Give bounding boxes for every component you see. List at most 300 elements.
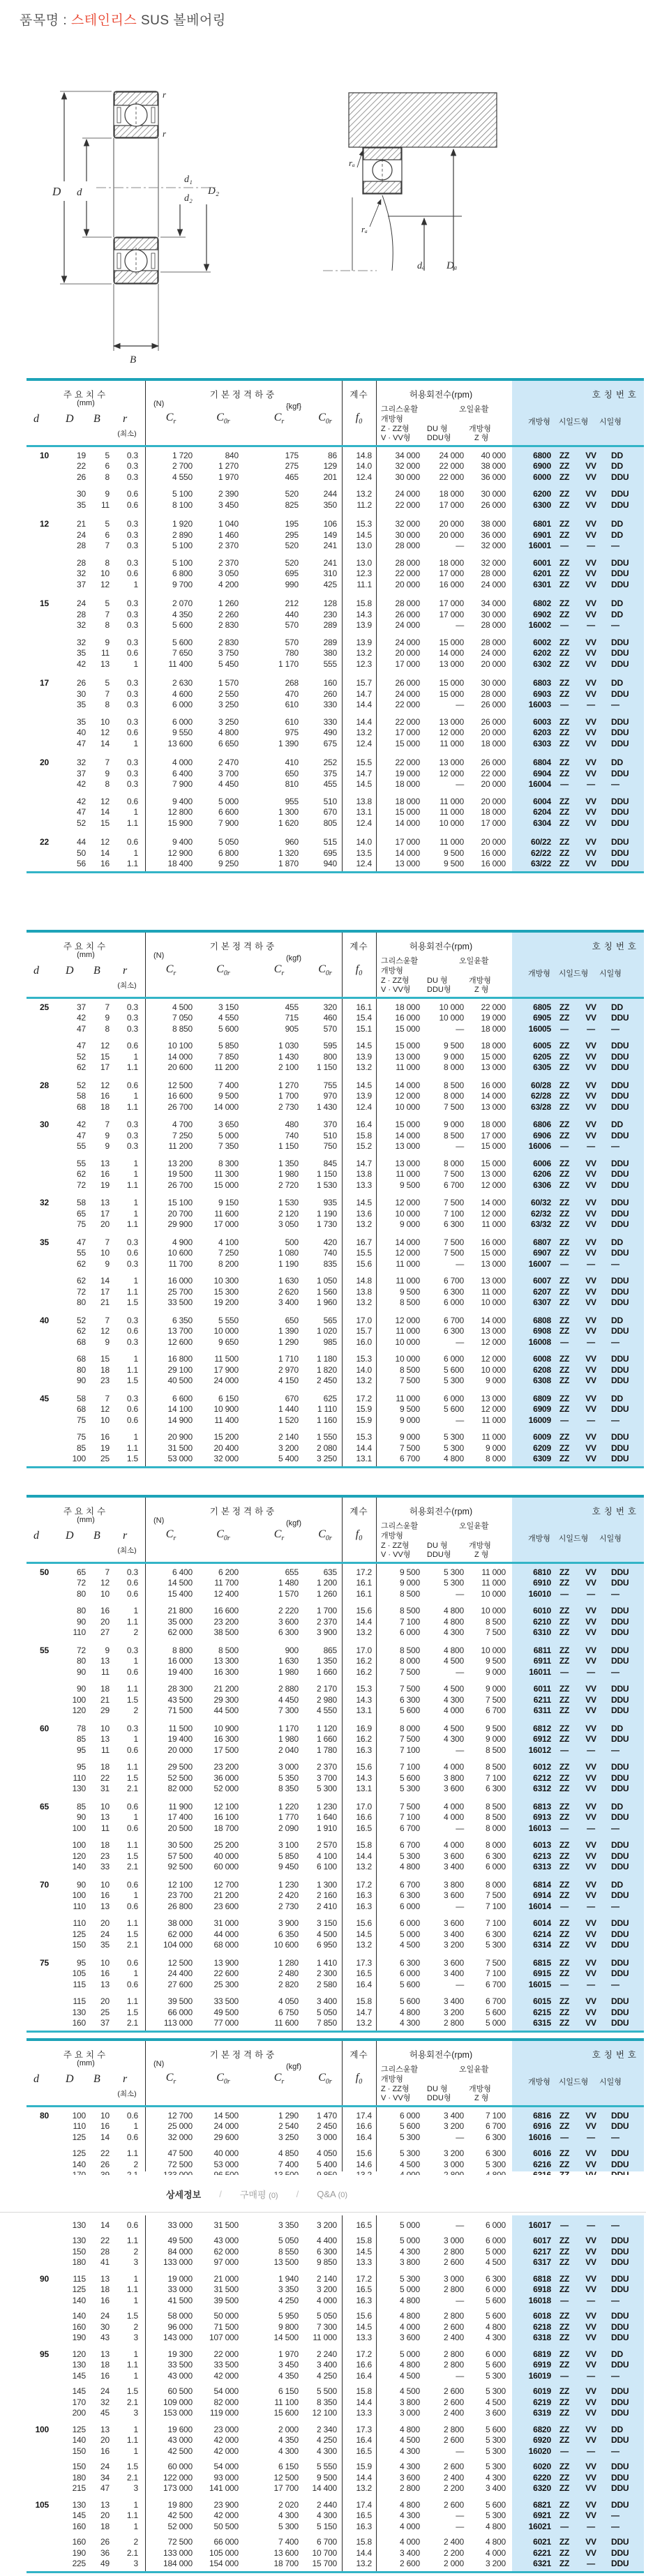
cell: 14.0	[356, 837, 372, 848]
cell: 2.1	[126, 2547, 138, 2558]
cell: 8 500	[485, 1616, 506, 1627]
cell: —	[587, 700, 595, 710]
table-row	[27, 598, 644, 610]
cell: VV	[585, 499, 596, 510]
bearing-number: 6802	[533, 598, 551, 609]
cell: 16	[100, 1890, 110, 1901]
cell: 0.6	[126, 1248, 138, 1258]
cell: 16.3	[356, 2295, 372, 2305]
cell: 32	[77, 620, 86, 631]
cell: 20 500	[167, 1823, 193, 1833]
cell: 140	[72, 1862, 86, 1872]
cell: DDU	[611, 2321, 629, 2332]
bearing-number: 6814	[533, 1879, 551, 1890]
cell: 650	[285, 1315, 299, 1325]
cell: 5 600	[485, 2424, 506, 2434]
cell: 14 000	[213, 1101, 239, 1112]
cell: 107 000	[209, 2333, 239, 2343]
cell: 1	[133, 2446, 138, 2456]
cell: 19 000	[395, 768, 420, 778]
cell: 43 000	[167, 2435, 193, 2446]
cell: —	[587, 620, 595, 631]
cell: VV	[585, 1784, 596, 1794]
bearing-number: 6005	[533, 1041, 551, 1051]
cell: 6 700	[399, 1823, 420, 1833]
cell: ZZ	[559, 1404, 570, 1415]
cell: 4 300	[443, 1734, 464, 1745]
cell: 32 000	[213, 1454, 239, 1464]
bearing-number: 16012	[528, 1745, 551, 1755]
dimension-label: Dₐ	[446, 260, 458, 271]
cell: 9	[105, 1645, 110, 1655]
cell: 14.5	[356, 1198, 372, 1208]
cell: —	[456, 541, 464, 551]
cell: 190	[72, 2333, 86, 2343]
cell: 16 100	[213, 1812, 239, 1823]
cell: 32	[77, 637, 86, 647]
cell: 22 000	[481, 1002, 506, 1012]
cell: 1	[133, 1354, 138, 1364]
cell: 9 000	[485, 1443, 506, 1453]
cell: 3 400	[443, 1862, 464, 1872]
col-label-cr-kgf: $C_r$	[273, 412, 285, 426]
cell: 55	[77, 1158, 86, 1168]
cell: 12 000	[481, 1180, 506, 1190]
cell: 17	[100, 1208, 110, 1219]
cell: 14.5	[356, 1041, 372, 1051]
cell: 0.6	[126, 2220, 138, 2230]
cell: ZZ	[559, 1130, 570, 1140]
cell: ZZ	[559, 1684, 570, 1694]
cell: 13.2	[356, 2018, 372, 2028]
cell: ZZ	[559, 738, 570, 748]
table-row	[27, 2370, 644, 2381]
cell: 8 500	[399, 1297, 420, 1308]
bearing-section-right	[323, 93, 497, 271]
cell: 3 800	[443, 1772, 464, 1783]
table-row	[27, 2472, 644, 2483]
cell: 6 300	[485, 2132, 506, 2142]
cell: 15.7	[356, 678, 372, 688]
cell: 20	[100, 1616, 110, 1627]
cell: 5 550	[218, 1315, 239, 1325]
bearing-number: 62/22	[530, 848, 551, 858]
bearing-number: 6808	[533, 1315, 551, 1325]
table-row	[27, 1336, 644, 1348]
cell: 13.3	[356, 1180, 372, 1190]
tab-details[interactable]: 상세정보	[166, 2190, 202, 2200]
cell: DDU	[611, 1812, 629, 1823]
table-row	[27, 1120, 644, 1131]
cell: 23 600	[213, 1901, 239, 1911]
cell: VV	[585, 2408, 596, 2418]
cell: —	[456, 700, 464, 710]
cell: 100	[72, 2110, 86, 2121]
cell: 12.3	[356, 658, 372, 669]
bearing-number: 6314	[533, 1940, 551, 1950]
cell: VV	[585, 1684, 596, 1694]
cell: 8 000	[443, 1158, 464, 1168]
header-ddu: DDU형	[427, 2094, 451, 2102]
cell: 6 700	[399, 1879, 420, 1890]
cell: 1 160	[316, 1415, 337, 1425]
cell: DDU	[611, 1606, 629, 1616]
header-open-oil: 개방형	[469, 977, 491, 985]
cell: 13.8	[356, 1286, 372, 1297]
cell: ZZ	[559, 1694, 570, 1705]
cell: 95	[77, 1957, 86, 1968]
bearing-number: 16002	[528, 620, 551, 631]
header-open-oil: 개방형	[469, 1542, 491, 1550]
col-label-d: d	[33, 413, 39, 425]
bore-diameter: 28	[40, 1080, 49, 1090]
bore-diameter: 60	[40, 1723, 49, 1733]
cell: 5 600	[485, 2499, 506, 2510]
cell: 4 800	[485, 2521, 506, 2531]
table-row	[27, 2018, 644, 2029]
bearing-number: 60/32	[530, 1198, 551, 1208]
col-label-c0r-kgf: $C_{0r}$	[318, 1528, 332, 1543]
cell: —	[560, 1745, 569, 1755]
header-seal-type: 시일형	[599, 970, 622, 978]
bearing-number: 6921	[533, 2510, 551, 2521]
cell: DDU	[611, 472, 629, 482]
table-row	[27, 1169, 644, 1180]
cell: 16 000	[167, 1276, 193, 1286]
table-row	[27, 1023, 644, 1034]
cell: —	[587, 1666, 595, 1677]
cell: 1 570	[278, 1588, 299, 1599]
cell: 2 450	[316, 2121, 337, 2132]
cell: 7	[105, 1315, 110, 1325]
tab-reviews[interactable]: 구매평 (0)	[239, 2190, 278, 2200]
cell: 28 300	[167, 1684, 193, 1694]
cell: —	[560, 1901, 569, 1911]
cell: 0.3	[126, 450, 138, 460]
cell: VV	[585, 2257, 596, 2268]
cell: —	[560, 1141, 569, 1152]
table-row	[27, 1705, 644, 1717]
cell: 21 200	[213, 1890, 239, 1901]
cell: 0.3	[126, 700, 138, 710]
cell: VV	[585, 1851, 596, 1861]
cell: 2 400	[443, 2472, 464, 2483]
table-row	[27, 1666, 644, 1678]
table-row	[27, 837, 644, 848]
table-row	[27, 1051, 644, 1062]
cell: 7 650	[172, 648, 193, 658]
cell: 0.6	[126, 1588, 138, 1599]
cell: VV	[585, 2311, 596, 2321]
cell: VV	[585, 1879, 596, 1890]
cell: 49 500	[167, 2236, 193, 2246]
cell: 905	[285, 1023, 299, 1034]
table-row	[27, 2424, 644, 2435]
cell: 10 000	[439, 1013, 464, 1023]
bearing-number: 6006	[533, 1158, 551, 1168]
cell: DDU	[611, 1130, 629, 1140]
cell: —	[611, 1023, 619, 1034]
bearing-table-2	[27, 930, 644, 1468]
table-row	[27, 1616, 644, 1627]
cell: 30 000	[481, 678, 506, 688]
cell: 0.6	[126, 796, 138, 806]
cell: 260	[323, 688, 337, 699]
cell: 32 000	[481, 557, 506, 568]
cell: 2 600	[443, 2462, 464, 2472]
bearing-number: 6821	[533, 2499, 551, 2510]
bearing-number: 6914	[533, 1890, 551, 1901]
cell: 10	[100, 2110, 110, 2121]
cell: 12.4	[356, 859, 372, 869]
cell: 10 300	[213, 1276, 239, 1286]
cell: DDU	[611, 1890, 629, 1901]
cell: 12	[100, 1080, 110, 1090]
table-row	[27, 1606, 644, 1617]
cell: 3 800	[399, 2257, 420, 2268]
table-row	[27, 1326, 644, 1337]
cell: 16.4	[356, 2370, 372, 2381]
cell: 0.6	[126, 568, 138, 579]
table-rows	[27, 447, 644, 869]
cell: VV	[585, 472, 596, 482]
bearing-number: 6809	[533, 1393, 551, 1403]
cell: 295	[285, 529, 299, 540]
cell: —	[560, 1023, 569, 1034]
table-row	[27, 2462, 644, 2473]
cell: 6 300	[443, 1326, 464, 1336]
cell: 12 100	[213, 1801, 239, 1812]
cell: 9	[105, 768, 110, 778]
table-row	[27, 1578, 644, 1589]
cell: 11 000	[396, 1258, 420, 1269]
cell: VV	[585, 1315, 596, 1325]
cell: ZZ	[559, 1454, 570, 1464]
cell: 4 300	[399, 2246, 420, 2257]
dimension-label: d₂	[184, 193, 193, 204]
cell: 71 500	[213, 2321, 239, 2332]
cell: 16.3	[356, 2521, 372, 2531]
cell: 15.9	[356, 2462, 372, 2472]
cell: 5 600	[218, 1023, 239, 1034]
bearing-number: 6803	[533, 678, 551, 688]
cell: VV	[585, 2424, 596, 2434]
cell: 13.3	[356, 2333, 372, 2343]
table-row	[27, 1840, 644, 1851]
cell: 11 000	[481, 1219, 506, 1230]
bearing-number: 6900	[533, 461, 551, 472]
cell: 14.7	[356, 688, 372, 699]
bearing-number: 6002	[533, 637, 551, 647]
cell: ZZ	[559, 1801, 570, 1812]
cell: 1	[133, 1968, 138, 1979]
table-row	[27, 519, 644, 530]
col-label-cr-kgf: $C_r$	[273, 2072, 285, 2086]
bore-diameter: 35	[40, 1237, 49, 1247]
cell: ZZ	[559, 489, 570, 499]
cell: 5 500	[316, 2386, 337, 2397]
cell: ZZ	[559, 1276, 570, 1286]
cell: 9 000	[485, 1684, 506, 1694]
cell: 13	[100, 1812, 110, 1823]
tab-qna[interactable]: Q&A (0)	[317, 2189, 348, 2199]
cell: 77 000	[213, 2018, 239, 2028]
cell: 110	[73, 2121, 86, 2132]
cell: 14.3	[356, 1694, 372, 1705]
cell: 160	[72, 2321, 86, 2332]
header-open-oil: 개방형	[469, 425, 491, 433]
table-row	[27, 1091, 644, 1102]
cell: 14 500	[273, 2333, 299, 2343]
cell: 1 050	[316, 1276, 337, 1286]
cell: 375	[323, 768, 337, 778]
bearing-number: 6320	[533, 2483, 551, 2494]
cell: 740	[323, 1248, 337, 1258]
cell: 0.6	[126, 2132, 138, 2142]
cell: 2 570	[316, 1840, 337, 1851]
cell: 13	[100, 2499, 110, 2510]
cell: 15.8	[356, 598, 372, 609]
cell: —	[611, 2521, 619, 2531]
bearing-number: 6901	[533, 529, 551, 540]
cell: 14.0	[356, 461, 372, 472]
dimension-label: dₐ	[417, 261, 426, 271]
cell: 62	[77, 1062, 86, 1073]
cell: 32 000	[395, 461, 420, 472]
bearing-number: 6001	[533, 557, 551, 568]
cell: 4 000	[316, 2295, 337, 2305]
cell: ZZ	[559, 1940, 570, 1950]
cell: 4 800	[443, 1606, 464, 1616]
cell: 28	[77, 557, 86, 568]
cell: 80	[77, 1606, 86, 1616]
cell: 13	[100, 2273, 110, 2284]
cell: 39 500	[167, 1996, 193, 2007]
cell: 19 000	[481, 1013, 506, 1023]
title-prefix: 품목명 :	[20, 13, 71, 28]
cell: 10 000	[481, 1364, 506, 1375]
cell: 1.1	[126, 2236, 138, 2246]
cell: 455	[323, 779, 337, 790]
cell: 8 850	[172, 1023, 193, 1034]
cell: 11 400	[214, 1415, 239, 1425]
cell: 1	[133, 1432, 138, 1443]
cell: 16.5	[356, 2284, 372, 2295]
col-label-D: D	[66, 1530, 74, 1542]
cell: 955	[285, 796, 299, 806]
cell: 33 500	[213, 2360, 239, 2370]
cell: 12 000	[395, 1198, 420, 1208]
cell: 6	[105, 529, 110, 540]
cell: 2 800	[443, 2360, 464, 2370]
cell: 455	[285, 1002, 299, 1012]
cell: 24 000	[395, 620, 420, 631]
cell: ZZ	[559, 1208, 570, 1219]
cell: 1	[133, 2349, 138, 2359]
cell: VV	[585, 796, 596, 806]
table-row	[27, 1772, 644, 1784]
cell: 0.6	[126, 837, 138, 848]
cell: 13.1	[356, 1784, 372, 1794]
table-row	[27, 1801, 644, 1812]
cell: 2 140	[278, 1432, 299, 1443]
cell: 15	[100, 818, 110, 828]
cell: 29 500	[167, 1762, 193, 1772]
cell: DDU	[611, 2547, 629, 2558]
cell: —	[611, 1745, 619, 1755]
col-label-cr-n: $C_r$	[165, 2072, 176, 2086]
cell: 115	[73, 1979, 86, 1989]
cell: VV	[585, 716, 596, 727]
cell: 4 600	[172, 688, 193, 699]
cell: 31 500	[167, 1443, 193, 1453]
cell: 5	[105, 450, 110, 460]
table-header	[27, 381, 644, 445]
cell: 17 900	[213, 1364, 239, 1375]
cell: 2 540	[278, 2121, 299, 2132]
cell: 3 600	[485, 2408, 506, 2418]
cell: 320	[323, 1002, 337, 1012]
cell: 5 300	[485, 2159, 506, 2169]
cell: 1 120	[316, 1723, 337, 1733]
table-row	[27, 489, 644, 500]
cell: ZZ	[559, 637, 570, 647]
cell: 1 630	[278, 1656, 299, 1666]
cell: 16	[100, 1432, 110, 1443]
cell: 3 400	[316, 2360, 337, 2370]
cell: 11 000	[481, 1578, 506, 1588]
cell: 14	[100, 848, 110, 858]
col-label-cr-kgf: $C_r$	[273, 963, 285, 978]
cell: 1.5	[126, 2462, 138, 2472]
header-load: 기본정격하중	[209, 390, 278, 400]
cell: —	[611, 2220, 619, 2230]
cell: 11 000	[396, 1393, 420, 1403]
cell: 5 150	[316, 2521, 337, 2531]
bearing-number: 6909	[533, 1404, 551, 1415]
cell: 0.3	[126, 1002, 138, 1012]
cell: 16	[100, 2446, 110, 2456]
cell: 44 000	[213, 1929, 239, 1939]
cell: 40	[77, 728, 86, 738]
table-row	[27, 1734, 644, 1745]
cell: 11 000	[313, 2333, 337, 2343]
cell: 12 700	[167, 2110, 193, 2121]
cell: 1 280	[278, 1957, 299, 1968]
cell: ZZ	[559, 1645, 570, 1655]
cell: ZZ	[559, 450, 570, 460]
cell: 30 000	[395, 472, 420, 482]
cell: 0.6	[126, 1745, 138, 1755]
cell: 7 500	[443, 1237, 464, 1247]
cell: 4 050	[316, 2148, 337, 2159]
cell: 128	[323, 598, 337, 609]
cell: 515	[323, 837, 337, 848]
cell: 180	[72, 2472, 86, 2483]
cell: 36 000	[213, 1772, 239, 1783]
cell: DD	[611, 1315, 623, 1325]
cell: 16	[100, 1169, 110, 1180]
cell: 5 300	[485, 2446, 506, 2456]
col-label-B: B	[93, 1530, 100, 1542]
cell: 22 000	[439, 461, 464, 472]
cell: 17 000	[213, 1219, 239, 1230]
cell: 10	[100, 1588, 110, 1599]
cell: 8 200	[218, 1258, 239, 1269]
table-row	[27, 2510, 644, 2522]
cell: 0.3	[126, 1393, 138, 1403]
cell: 2 260	[218, 609, 239, 619]
